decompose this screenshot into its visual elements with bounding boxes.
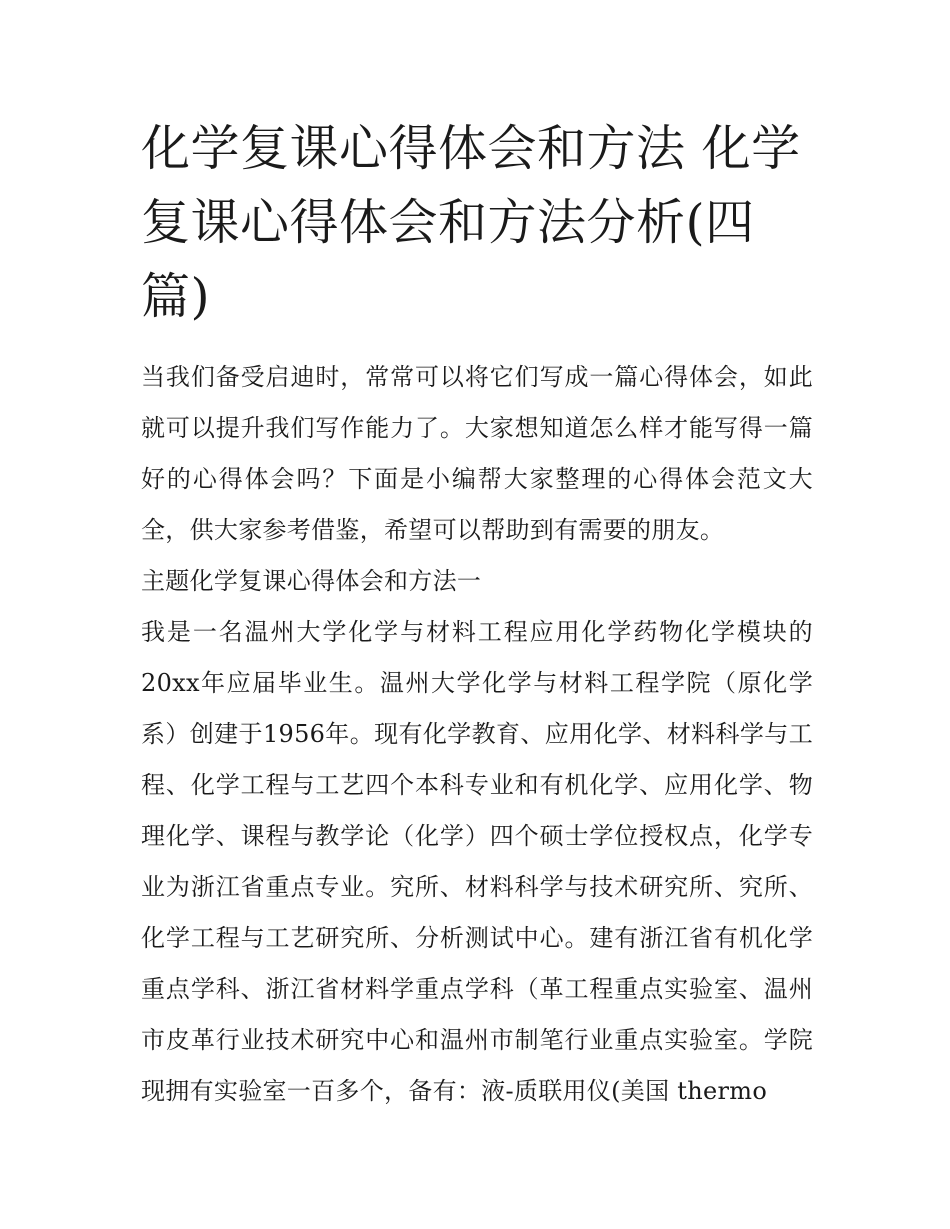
document-title: 化学复课心得体会和方法 化学复课心得体会和方法分析(四篇) bbox=[141, 120, 801, 325]
section-heading: 主题化学复课心得体会和方法一 bbox=[141, 567, 482, 595]
document-page bbox=[141, 112, 813, 1117]
intro-paragraph: 当我们备受启迪时，常常可以将它们写成一篇心得体会，如此就可以提升我们写作能力了。大家想知道怎么样才能写得一篇好的心得体会吗？下面是小编帮大家整理的心得体会范文大全，供大家参考借鉴，希望可以帮助到有需要的朋友。 bbox=[141, 363, 813, 544]
body-paragraph: 我是一名温州大学化学与材料工程应用化学药物化学模块的20xx年应届毕业生。温州大学化学与材料工程学院（原化学系）创建于1956年。现有化学教育、应用化学、材料科学与工程、化学工程与工艺四个本科专业和有机化学、应用化学、物理化学、课程与教学论（化学）四个硕士学位授权点，化学专业为浙江省重点专业。究所、材料科学与技术研究所、究所、化学工程与工艺研究所、分析测试中心。建有浙江省有机化学重点学科、浙江省材料学重点学科（革工程重点实验室、温州市皮革行业技术研究中心和温州市制笔行业重点实验室。学院现拥有实验室一百多个，备有：液-质联用仪(美国 thermo bbox=[141, 618, 813, 1105]
